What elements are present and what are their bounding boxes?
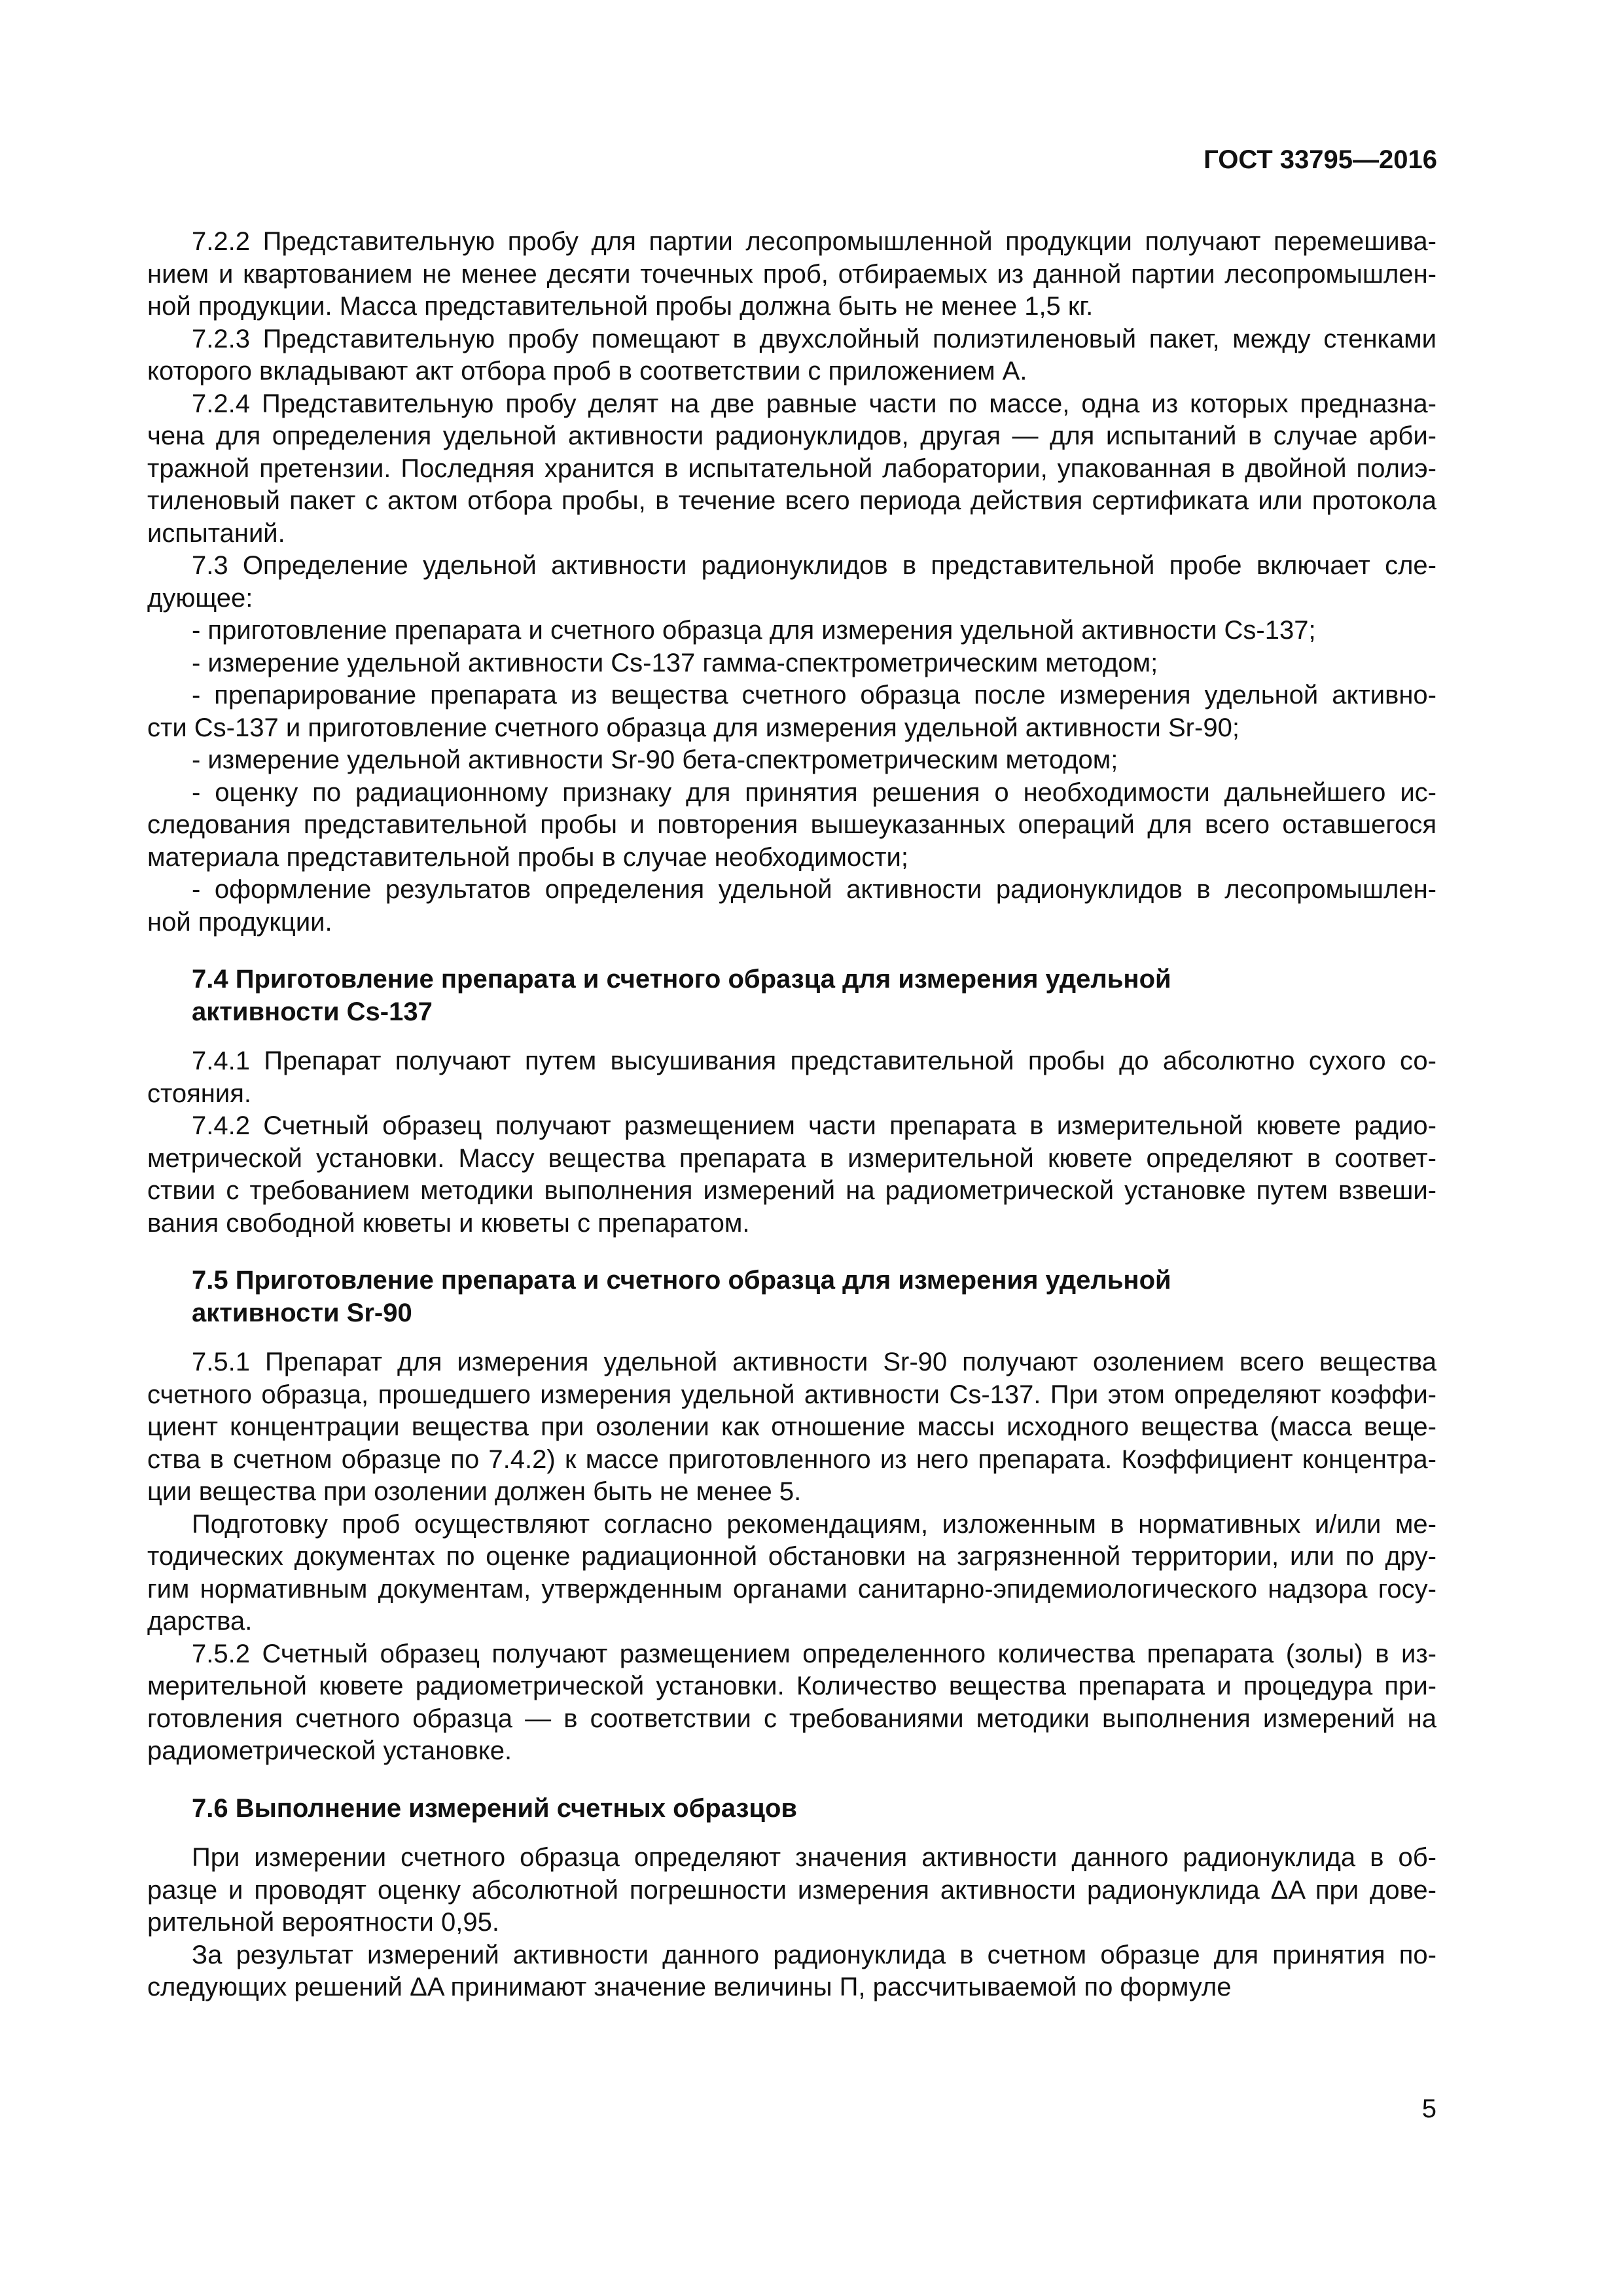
text-line: метрической установки. Массу вещества препарата в измерительной кювете определяют в соответ- — [147, 1143, 1436, 1173]
heading-line: 7.5 Приготовление препарата и счетного образца для измерения удельной — [192, 1266, 1171, 1295]
document-code: ГОСТ 33795—2016 — [1204, 145, 1437, 174]
paragraph-7-3 — [147, 550, 1436, 615]
text-line: вания свободной кюветы и кюветы с препаратом. — [147, 1208, 750, 1238]
text-line: За результат измерений активности данного радионуклида в счетном образце для принятия по- — [192, 1940, 1436, 1969]
text-line: ции вещества при озолении должен быть не менее 5. — [147, 1477, 802, 1506]
list-item — [147, 777, 1436, 874]
paragraph-7-6-a — [147, 1842, 1436, 1939]
paragraph-7-2-2 — [147, 226, 1436, 323]
text-line: стояния. — [147, 1079, 251, 1108]
text-line: - измерение удельной активности Sr-90 бета-спектрометрическим методом; — [192, 745, 1118, 774]
text-line: ной продукции. Масса представительной пробы должна быть не менее 1,5 кг. — [147, 292, 1094, 321]
text-line: следования представительной пробы и повторения вышеуказанных операций для всего оставшегося — [147, 810, 1436, 839]
text-line: 7.2.4 Представительную пробу делят на две равные части по массе, одна из которых предназна- — [192, 389, 1436, 418]
text-line: циент концентрации вещества при озолении как отношение массы исходного вещества (масса веще- — [147, 1412, 1436, 1441]
text-line: 7.5.1 Препарат для измерения удельной активности Sr-90 получают озолением всего вещества — [192, 1348, 1436, 1376]
paragraph-7-6-b — [147, 1939, 1436, 2004]
text-line: - оформление результатов определения удельной активности радионуклидов в лесопромышлен- — [192, 875, 1436, 904]
text-line: ствии с требованием методики выполнения измерений на радиометрической установке путем взвеши- — [147, 1176, 1436, 1205]
heading-line: 7.4 Приготовление препарата и счетного образца для измерения удельной — [192, 965, 1171, 994]
page-number: 5 — [1421, 2094, 1436, 2123]
section-heading-7-4 — [147, 963, 1436, 1028]
document-body — [147, 226, 1436, 2004]
text-line: радиометрической установке. — [147, 1736, 512, 1765]
paragraph-7-4-2 — [147, 1110, 1436, 1240]
list-item — [147, 744, 1436, 777]
text-line: - оценку по радиационному признаку для принятия решения о необходимости дальнейшего ис- — [192, 778, 1436, 807]
text-line: которого вкладывают акт отбора проб в соответствии с приложением А. — [147, 357, 1027, 386]
section-heading-7-5 — [147, 1265, 1436, 1329]
text-line: сти Cs-137 и приготовление счетного образца для измерения удельной активности Sr-90; — [147, 713, 1240, 742]
text-line: 7.5.2 Счетный образец получают размещением определенного количества препарата (золы) в из- — [192, 1639, 1436, 1668]
text-line: 7.2.3 Представительную пробу помещают в двухслойный полиэтиленовый пакет, между стенками — [192, 324, 1436, 353]
text-line: разце и проводят оценку абсолютной погрешности измерения активности радионуклида ΔA при дове- — [147, 1875, 1436, 1905]
text-line: - измерение удельной активности Cs-137 гамма-спектрометрическим методом; — [192, 648, 1158, 677]
text-line: следующих решений ΔA принимают значение величины П, рассчитываемой по формуле — [147, 1973, 1232, 2001]
heading-line: активности Sr-90 — [192, 1298, 412, 1327]
paragraph-7-2-4 — [147, 388, 1436, 550]
text-line: нием и квартованием не менее десяти точечных проб, отбираемых из данной партии лесопромышлен- — [147, 259, 1436, 289]
text-line: - препарирование препарата из вещества счетного образца после измерения удельной активно- — [192, 681, 1436, 709]
text-line: готовления счетного образца — в соответствии с требованиями методики выполнения измерений на — [147, 1704, 1436, 1733]
text-line: 7.4.2 Счетный образец получают размещением части препарата в измерительной кювете радио- — [192, 1111, 1436, 1140]
text-line: Подготовку проб осуществляют согласно рекомендациям, изложенным в нормативных и/или ме- — [192, 1509, 1436, 1539]
paragraph-7-4-1 — [147, 1045, 1436, 1110]
paragraph-7-2-3 — [147, 323, 1436, 388]
text-line: тиленовый пакет с актом отбора пробы, в течение всего периода действия сертификата или протокола — [147, 486, 1436, 515]
text-line: 7.3 Определение удельной активности радионуклидов в представительной пробе включает сле- — [192, 551, 1436, 580]
paragraph-7-5-1 — [147, 1346, 1436, 1509]
section-heading-7-6 — [147, 1793, 1436, 1825]
text-line: испытаний. — [147, 518, 285, 548]
text-line: дарства. — [147, 1607, 253, 1636]
text-line: 7.4.1 Препарат получают путем высушивания представительной пробы до абсолютно сухого со- — [192, 1047, 1436, 1075]
list-item — [147, 874, 1436, 939]
list-item — [147, 615, 1436, 647]
text-line: тражной претензии. Последняя хранится в испытательной лаборатории, упакованная в двойной полиэ- — [147, 454, 1436, 483]
text-line: тодических документах по оценке радиационной обстановки на загрязненной территории, или по дру- — [147, 1542, 1436, 1571]
text-line: ной продукции. — [147, 907, 332, 937]
list-item — [147, 679, 1436, 744]
text-line: гим нормативным документам, утвержденным органами санитарно-эпидемиологического надзора госу- — [147, 1574, 1436, 1604]
text-line: материала представительной пробы в случае необходимости; — [147, 842, 908, 872]
paragraph-7-5-2 — [147, 1638, 1436, 1768]
text-line: рительной вероятности 0,95. — [147, 1908, 499, 1937]
heading-line: 7.6 Выполнение измерений счетных образцов — [192, 1793, 797, 1823]
text-line: При измерении счетного образца определяют значения активности данного радионуклида в об- — [192, 1843, 1436, 1872]
list-item — [147, 647, 1436, 680]
text-line: 7.2.2 Представительную пробу для партии лесопромышленной продукции получают перемешива- — [192, 227, 1436, 256]
heading-line: активности Cs-137 — [192, 997, 433, 1026]
text-line: ства в счетном образце по 7.4.2) к массе приготовленного из него препарата. Коэффициент концентра- — [147, 1444, 1436, 1474]
paragraph-sample-prep — [147, 1509, 1436, 1638]
text-line: счетного образца, прошедшего измерения удельной активности Cs-137. При этом определяют коэффи- — [147, 1380, 1436, 1409]
text-line: мерительной кювете радиометрической установки. Количество вещества препарата и процедура при- — [147, 1672, 1436, 1700]
text-line: дующее: — [147, 583, 253, 613]
text-line: - приготовление препарата и счетного образца для измерения удельной активности Cs-137; — [192, 616, 1316, 645]
text-line: чена для определения удельной активности радионуклидов, другая — для испытаний в случае арби- — [147, 422, 1436, 450]
